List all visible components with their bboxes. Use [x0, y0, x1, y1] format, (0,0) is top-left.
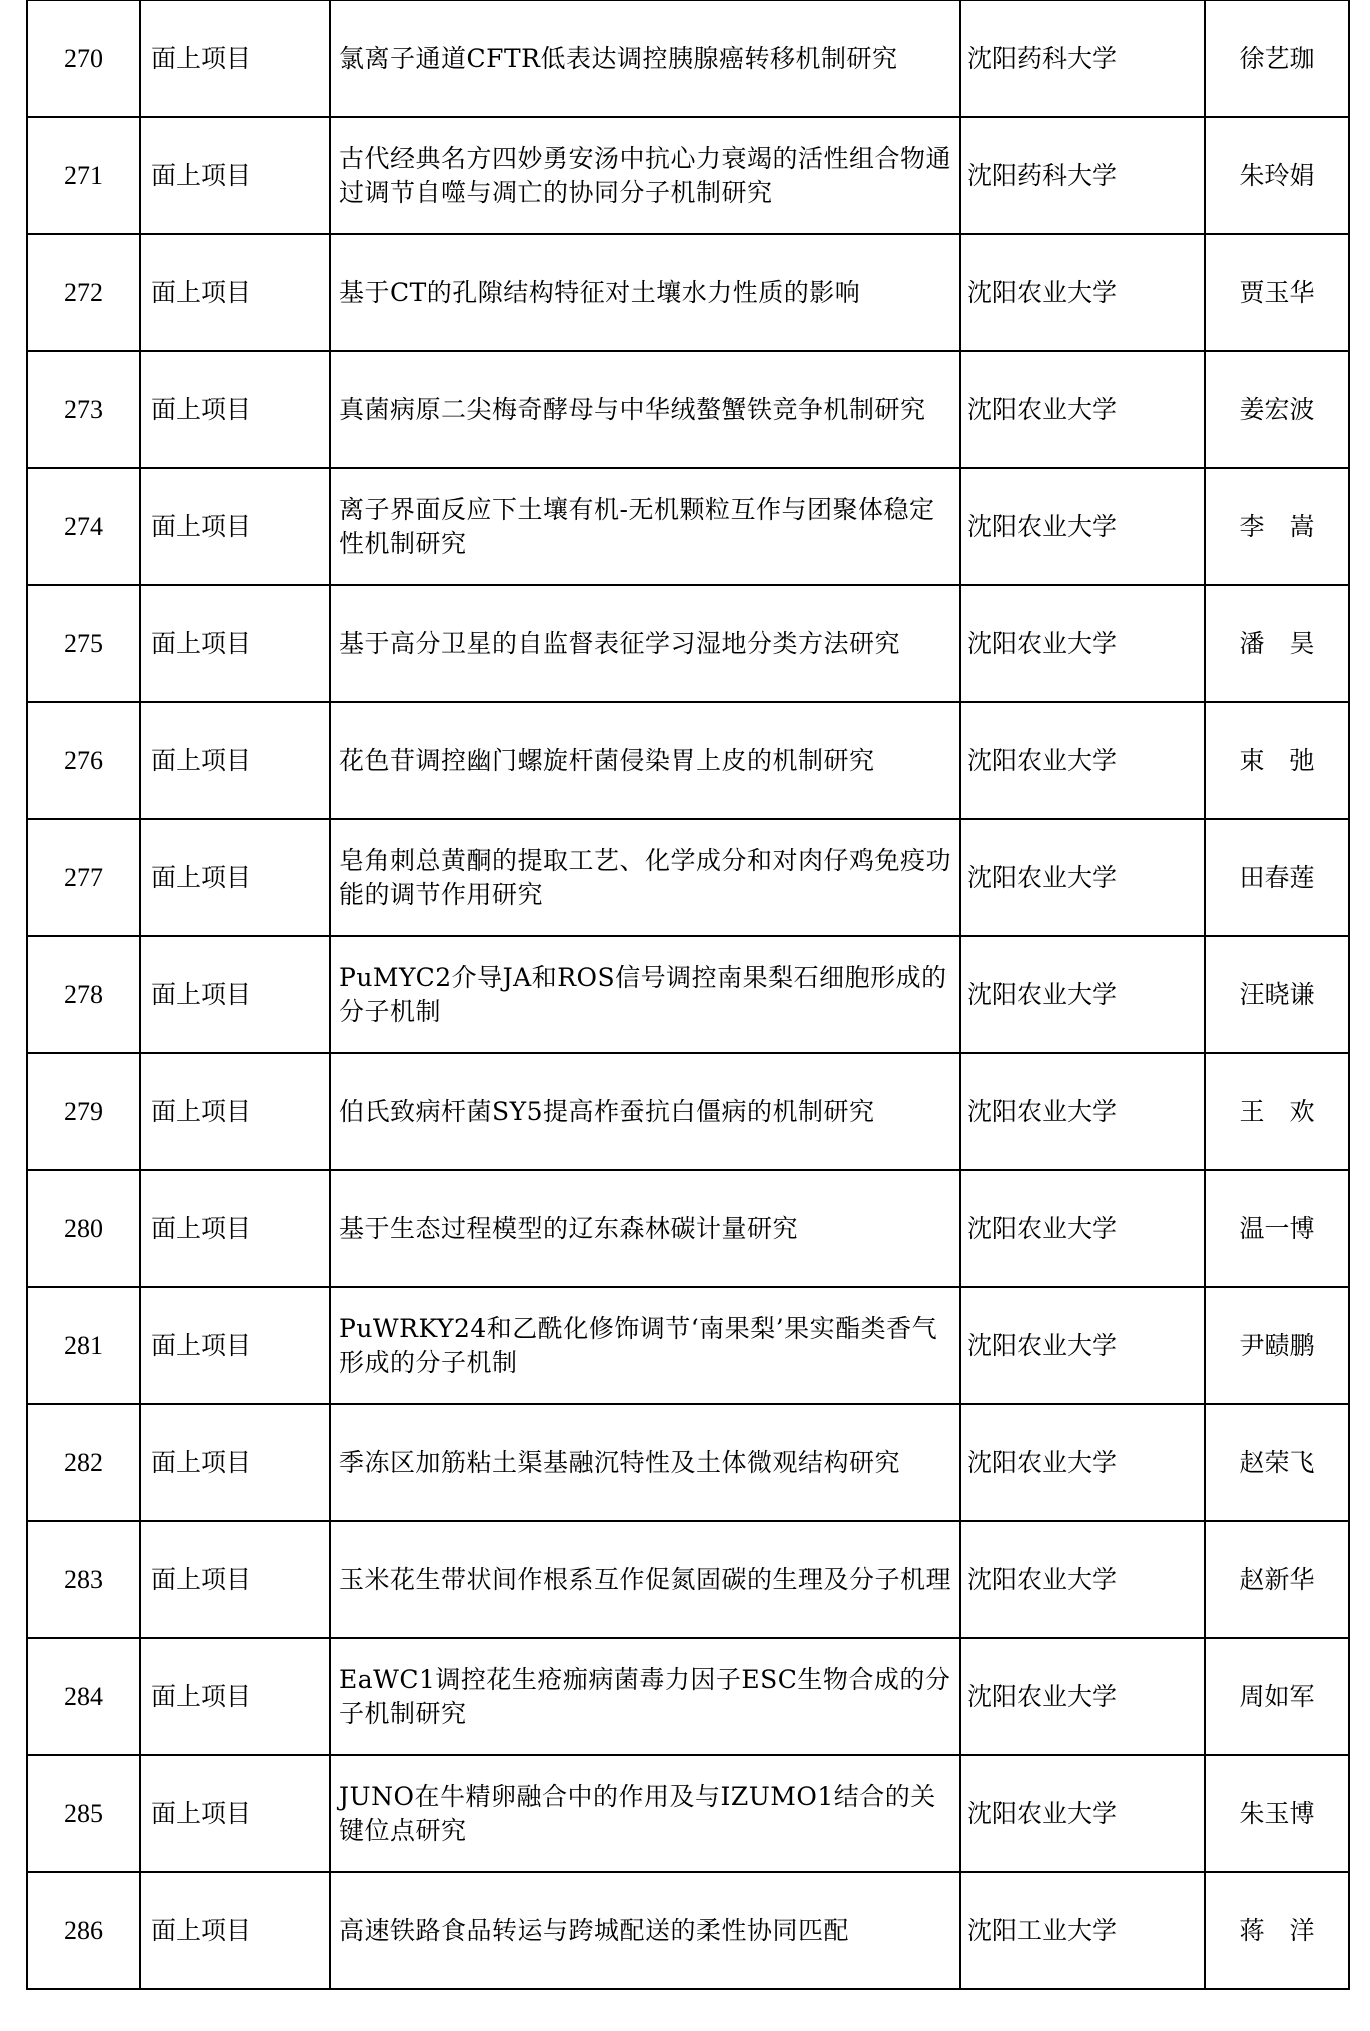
- project-title: 花色苷调控幽门螺旋杆菌侵染胃上皮的机制研究: [330, 702, 960, 819]
- institution: 沈阳农业大学: [960, 585, 1205, 702]
- row-number: 283: [27, 1521, 140, 1638]
- table-row: [27, 117, 1349, 234]
- row-number: 277: [27, 819, 140, 936]
- project-title: 基于生态过程模型的辽东森林碳计量研究: [330, 1170, 960, 1287]
- table-row: [27, 1053, 1349, 1170]
- row-number: 271: [27, 117, 140, 234]
- principal-investigator: 温一博: [1205, 1170, 1349, 1287]
- institution: 沈阳农业大学: [960, 234, 1205, 351]
- principal-investigator: 朱玉博: [1205, 1755, 1349, 1872]
- principal-investigator: 田春莲: [1205, 819, 1349, 936]
- project-type: 面上项目: [140, 234, 330, 351]
- project-title: PuMYC2介导JA和ROS信号调控南果梨石细胞形成的分子机制: [330, 936, 960, 1053]
- project-type: 面上项目: [140, 1287, 330, 1404]
- institution: 沈阳药科大学: [960, 117, 1205, 234]
- principal-investigator: 姜宏波: [1205, 351, 1349, 468]
- principal-investigator: 朱玲娟: [1205, 117, 1349, 234]
- principal-investigator: 贾玉华: [1205, 234, 1349, 351]
- project-type: 面上项目: [140, 936, 330, 1053]
- project-type: 面上项目: [140, 1404, 330, 1521]
- principal-investigator: 潘 昊: [1205, 585, 1349, 702]
- row-number: 286: [27, 1872, 140, 1989]
- institution: 沈阳农业大学: [960, 1638, 1205, 1755]
- table-row: [27, 1755, 1349, 1872]
- row-number: 272: [27, 234, 140, 351]
- project-type: 面上项目: [140, 702, 330, 819]
- row-number: 281: [27, 1287, 140, 1404]
- project-title: 基于高分卫星的自监督表征学习湿地分类方法研究: [330, 585, 960, 702]
- project-title: JUNO在牛精卵融合中的作用及与IZUMO1结合的关键位点研究: [330, 1755, 960, 1872]
- principal-investigator: 赵新华: [1205, 1521, 1349, 1638]
- table-row: [27, 234, 1349, 351]
- project-table: [26, 0, 1350, 1990]
- row-number: 282: [27, 1404, 140, 1521]
- project-title: 伯氏致病杆菌SY5提高柞蚕抗白僵病的机制研究: [330, 1053, 960, 1170]
- institution: 沈阳农业大学: [960, 1287, 1205, 1404]
- institution: 沈阳农业大学: [960, 1521, 1205, 1638]
- institution: 沈阳农业大学: [960, 1170, 1205, 1287]
- project-title: 高速铁路食品转运与跨城配送的柔性协同匹配: [330, 1872, 960, 1989]
- row-number: 274: [27, 468, 140, 585]
- project-table-body: [27, 1, 1349, 1990]
- institution: 沈阳农业大学: [960, 1053, 1205, 1170]
- project-title: 真菌病原二尖梅奇酵母与中华绒螯蟹铁竞争机制研究: [330, 351, 960, 468]
- table-row: [27, 1287, 1349, 1404]
- project-type: 面上项目: [140, 1872, 330, 1989]
- table-row: [27, 585, 1349, 702]
- institution: 沈阳药科大学: [960, 1, 1205, 118]
- project-type: 面上项目: [140, 1053, 330, 1170]
- table-row: [27, 1638, 1349, 1755]
- table-row: [27, 936, 1349, 1053]
- principal-investigator: 尹赜鹏: [1205, 1287, 1349, 1404]
- table-row: [27, 1872, 1349, 1989]
- project-type: 面上项目: [140, 1755, 330, 1872]
- principal-investigator: 徐艺珈: [1205, 1, 1349, 118]
- project-title: 基于CT的孔隙结构特征对土壤水力性质的影响: [330, 234, 960, 351]
- project-title: 季冻区加筋粘土渠基融沉特性及土体微观结构研究: [330, 1404, 960, 1521]
- row-number: 279: [27, 1053, 140, 1170]
- table-row: [27, 1170, 1349, 1287]
- row-number: 278: [27, 936, 140, 1053]
- project-title: 离子界面反应下土壤有机-无机颗粒互作与团聚体稳定性机制研究: [330, 468, 960, 585]
- table-row: [27, 1521, 1349, 1638]
- project-type: 面上项目: [140, 819, 330, 936]
- institution: 沈阳农业大学: [960, 936, 1205, 1053]
- project-type: 面上项目: [140, 1521, 330, 1638]
- project-title: 古代经典名方四妙勇安汤中抗心力衰竭的活性组合物通过调节自噬与凋亡的协同分子机制研究: [330, 117, 960, 234]
- project-title: 玉米花生带状间作根系互作促氮固碳的生理及分子机理: [330, 1521, 960, 1638]
- project-type: 面上项目: [140, 117, 330, 234]
- project-title: 氯离子通道CFTR低表达调控胰腺癌转移机制研究: [330, 1, 960, 118]
- institution: 沈阳农业大学: [960, 1755, 1205, 1872]
- project-title: 皂角刺总黄酮的提取工艺、化学成分和对肉仔鸡免疫功能的调节作用研究: [330, 819, 960, 936]
- row-number: 276: [27, 702, 140, 819]
- table-row: [27, 819, 1349, 936]
- row-number: 270: [27, 1, 140, 118]
- institution: 沈阳农业大学: [960, 702, 1205, 819]
- institution: 沈阳农业大学: [960, 351, 1205, 468]
- project-type: 面上项目: [140, 1, 330, 118]
- principal-investigator: 李 嵩: [1205, 468, 1349, 585]
- project-type: 面上项目: [140, 351, 330, 468]
- project-title: PuWRKY24和乙酰化修饰调节‘南果梨’果实酯类香气形成的分子机制: [330, 1287, 960, 1404]
- institution: 沈阳农业大学: [960, 1404, 1205, 1521]
- project-type: 面上项目: [140, 585, 330, 702]
- principal-investigator: 赵荣飞: [1205, 1404, 1349, 1521]
- project-type: 面上项目: [140, 1638, 330, 1755]
- row-number: 280: [27, 1170, 140, 1287]
- project-title: EaWC1调控花生疮痂病菌毒力因子ESC生物合成的分子机制研究: [330, 1638, 960, 1755]
- row-number: 273: [27, 351, 140, 468]
- row-number: 275: [27, 585, 140, 702]
- principal-investigator: 周如军: [1205, 1638, 1349, 1755]
- institution: 沈阳农业大学: [960, 819, 1205, 936]
- table-row: [27, 1, 1349, 118]
- project-type: 面上项目: [140, 468, 330, 585]
- principal-investigator: 王 欢: [1205, 1053, 1349, 1170]
- table-row: [27, 351, 1349, 468]
- project-type: 面上项目: [140, 1170, 330, 1287]
- principal-investigator: 汪晓谦: [1205, 936, 1349, 1053]
- row-number: 285: [27, 1755, 140, 1872]
- principal-investigator: 束 弛: [1205, 702, 1349, 819]
- table-row: [27, 468, 1349, 585]
- table-row: [27, 1404, 1349, 1521]
- table-row: [27, 702, 1349, 819]
- principal-investigator: 蒋 洋: [1205, 1872, 1349, 1989]
- row-number: 284: [27, 1638, 140, 1755]
- institution: 沈阳农业大学: [960, 468, 1205, 585]
- project-table-container: [26, 0, 1348, 1990]
- institution: 沈阳工业大学: [960, 1872, 1205, 1989]
